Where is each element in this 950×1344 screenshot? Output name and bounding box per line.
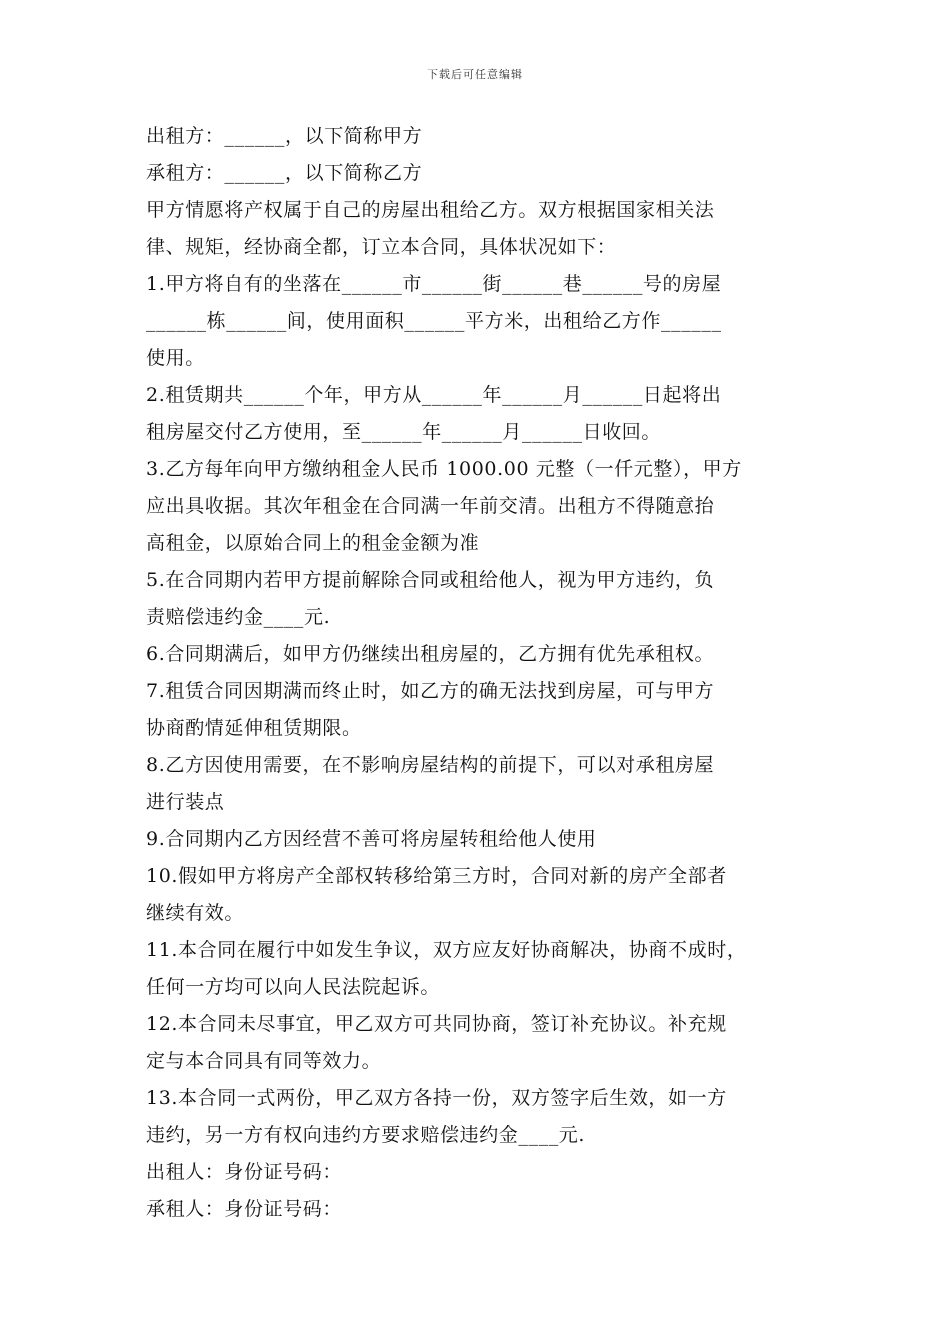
page-header-note: 下载后可任意编辑: [427, 68, 523, 81]
clause-1-line-1: 1.甲方将自有的坐落在______市______街______巷______号的房屋: [146, 273, 722, 295]
clause-2-line-2: 租房屋交付乙方使用，至______年______月______日收回。: [146, 421, 662, 443]
clause-3-line-1: 3.乙方每年向甲方缴纳租金人民币 1000.00 元整（一仟元整），甲方: [146, 458, 742, 480]
line-lessor: 出租方：______，以下简称甲方: [146, 125, 423, 147]
clause-8-line-2: 进行装点: [146, 791, 225, 813]
clause-5-line-1: 5.在合同期内若甲方提前解除合同或租给他人，视为甲方违约，负: [146, 569, 715, 591]
clause-13-line-1: 13.本合同一式两份，甲乙双方各持一份，双方签字后生效，如一方: [146, 1087, 727, 1109]
clause-2-line-1: 2.租赁期共______个年，甲方从______年______月______日起将出: [146, 384, 722, 406]
clause-8-line-1: 8.乙方因使用需要，在不影响房屋结构的前提下，可以对承租房屋: [146, 754, 715, 776]
line-intro-2: 律、规矩，经协商全都，订立本合同，具体状况如下：: [146, 236, 617, 258]
clause-9-line-1: 9.合同期内乙方因经营不善可将房屋转租给他人使用: [146, 828, 597, 850]
clause-5-line-2: 责赔偿违约金____元.: [146, 606, 331, 628]
clause-10-line-1: 10.假如甲方将房产全部权转移给第三方时，合同对新的房产全部者: [146, 865, 727, 887]
signature-lessee: 承租人：身份证号码：: [146, 1198, 343, 1220]
clause-13-line-2: 违约，另一方有权向违约方要求赔偿违约金____元.: [146, 1124, 586, 1146]
clause-7-line-1: 7.租赁合同因期满而终止时，如乙方的确无法找到房屋，可与甲方: [146, 680, 715, 702]
clause-7-line-2: 协商酌情延伸租赁期限。: [146, 717, 362, 739]
clause-1-line-2: ______栋______间，使用面积______平方米，出租给乙方作______: [146, 310, 722, 332]
signature-lessor: 出租人：身份证号码：: [146, 1161, 343, 1183]
clause-12-line-2: 定与本合同具有同等效力。: [146, 1050, 382, 1072]
clause-10-line-2: 继续有效。: [146, 902, 245, 924]
line-intro-1: 甲方情愿将产权属于自己的房屋出租给乙方。双方根据国家相关法: [146, 199, 715, 221]
clause-3-line-3: 高租金，以原始合同上的租金金额为准: [146, 532, 480, 554]
clause-6-line-1: 6.合同期满后，如甲方仍继续出租房屋的，乙方拥有优先承租权。: [146, 643, 715, 665]
line-lessee: 承租方：______，以下简称乙方: [146, 162, 423, 184]
contract-body: [146, 118, 822, 1228]
clause-3-line-2: 应出具收据。其次年租金在合同满一年前交清。出租方不得随意抬: [146, 495, 715, 517]
clause-12-line-1: 12.本合同未尽事宜，甲乙双方可共同协商，签订补充协议。补充规: [146, 1013, 727, 1035]
clause-1-line-3: 使用。: [146, 347, 205, 369]
clause-11-line-1: 11.本合同在履行中如发生争议，双方应友好协商解决，协商不成时，: [146, 939, 747, 961]
clause-11-line-2: 任何一方均可以向人民法院起诉。: [146, 976, 441, 998]
